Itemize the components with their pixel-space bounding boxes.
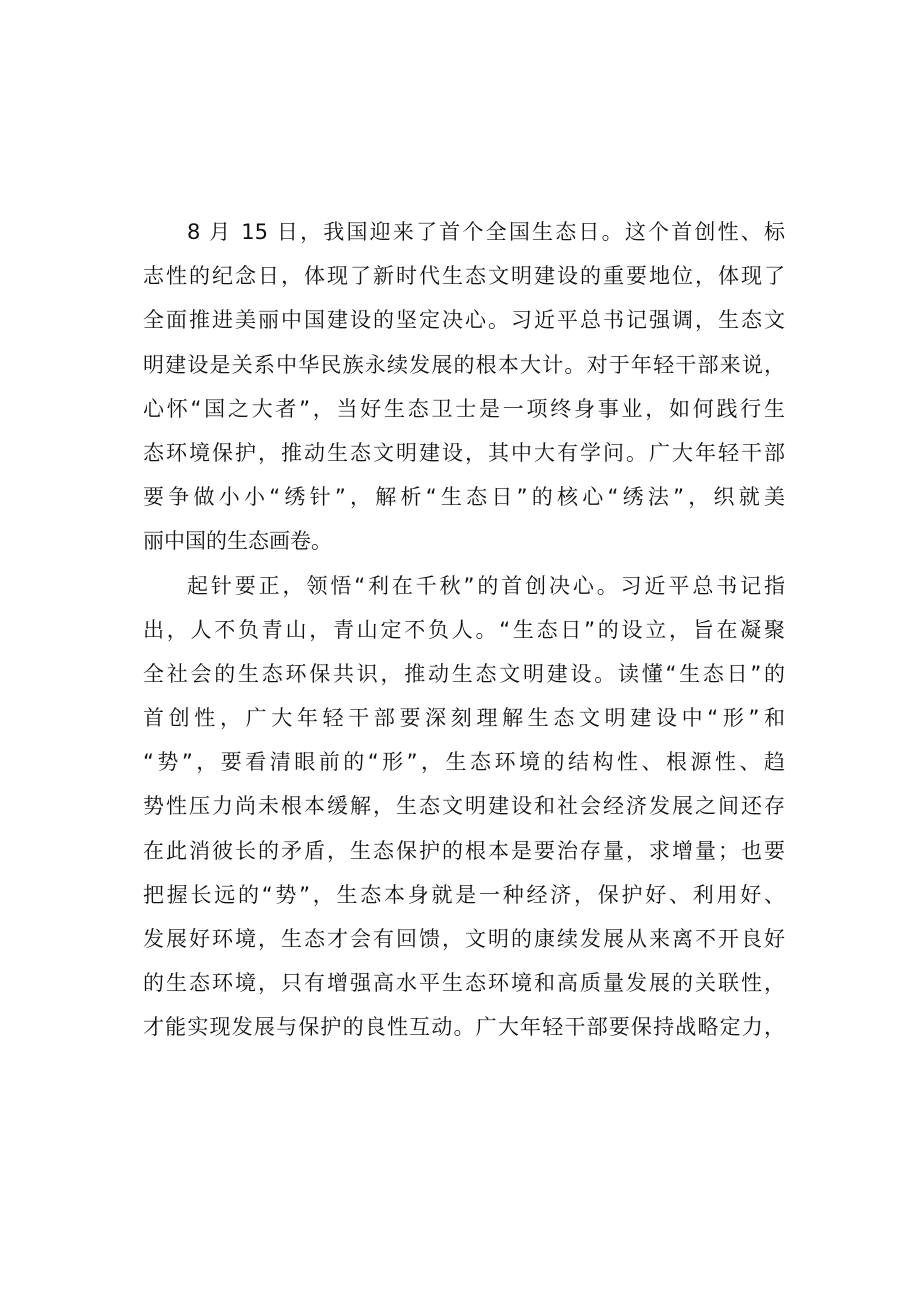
text-line: 把握长远的“势”，生态本身就是一种经济，保护好、利用好、 [143, 882, 785, 907]
text-line: 出，人不负青山，青山定不负人。“生态日”的设立，旨在凝聚 [143, 617, 785, 642]
document-body [143, 210, 785, 1050]
text-line: 要争做小小“绣针”，解析“生态日”的核心“绣法”，织就美 [143, 485, 785, 510]
text-line: 全社会的生态环保共识，推动生态文明建设。读懂“生态日”的 [143, 661, 785, 686]
paragraph-2 [143, 564, 785, 1050]
text-line: 才能实现发展与保护的良性互动。广大年轻干部要保持战略定力， [143, 1015, 785, 1040]
text-line: 志性的纪念日，体现了新时代生态文明建设的重要地位，体现了 [143, 264, 785, 289]
text-line: 首创性，广大年轻干部要深刻理解生态文明建设中“形”和 [143, 706, 785, 731]
text-line: 态环境保护，推动生态文明建设，其中大有学问。广大年轻干部 [143, 440, 785, 465]
text-line: 发展好环境，生态才会有回馈，文明的康续发展从来离不开良好 [143, 927, 785, 951]
text-line: 在此消彼长的矛盾，生态保护的根本是要治存量，求增量；也要 [143, 838, 785, 863]
text-line: 的生态环境，只有增强高水平生态环境和高质量发展的关联性， [143, 971, 785, 996]
text-line: 丽中国的生态画卷。 [143, 529, 332, 554]
text-line: 心怀“国之大者”，当好生态卫士是一项终身事业，如何践行生 [143, 396, 785, 421]
text-line: 全面推进美丽中国建设的坚定决心。习近平总书记强调，生态文 [143, 308, 785, 333]
text-line: 明建设是关系中华民族永续发展的根本大计。对于年轻干部来说， [143, 352, 785, 377]
text-line: 起针要正，领悟“利在千秋”的首创决心。习近平总书记指 [187, 573, 785, 598]
paragraph-1 [143, 210, 785, 564]
text-line: 8 月 15 日，我国迎来了首个全国生态日。这个首创性、标 [187, 220, 785, 244]
text-line: “势”，要看清眼前的“形”，生态环境的结构性、根源性、趋 [143, 750, 785, 775]
text-line: 势性压力尚未根本缓解，生态文明建设和社会经济发展之间还存 [143, 794, 785, 819]
